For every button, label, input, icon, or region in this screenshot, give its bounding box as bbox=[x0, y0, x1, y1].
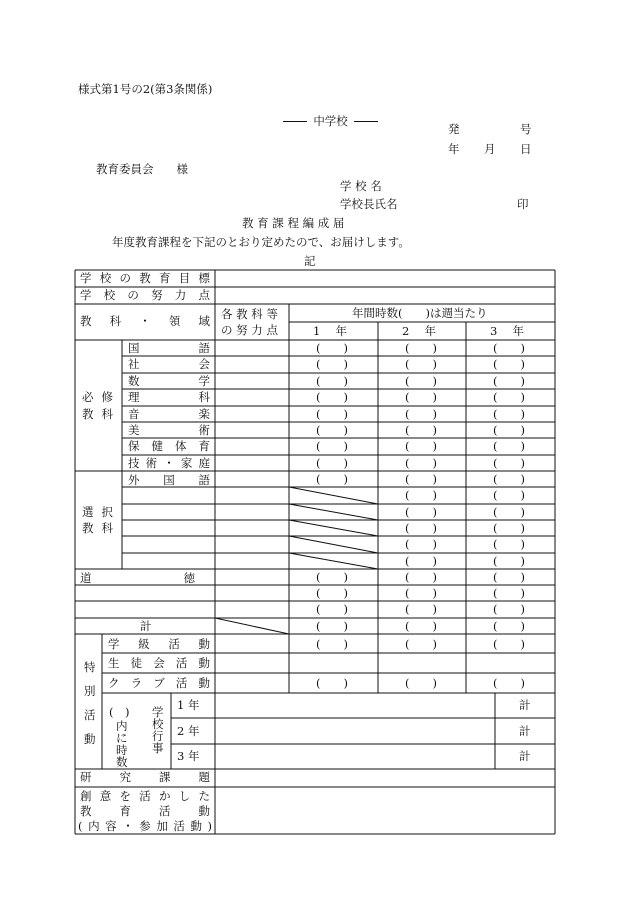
creative-1-char: 意 bbox=[99, 789, 112, 803]
required-subject-char: 音 bbox=[128, 407, 140, 421]
hours-paren-cell: ( ) bbox=[493, 676, 525, 690]
required-subject-char: 会 bbox=[198, 357, 210, 371]
required-subject-char: 庭 bbox=[198, 456, 210, 470]
creative-3-char: 内 bbox=[88, 819, 100, 833]
hours-paren-cell: ( ) bbox=[316, 619, 348, 633]
form-number: 様式第1号の2(第3条関係) bbox=[78, 82, 213, 96]
required-subject bbox=[128, 441, 210, 453]
required-subject-char: 美 bbox=[128, 423, 140, 437]
special-activity-char: 活 bbox=[175, 676, 188, 690]
elective-first-subject bbox=[128, 475, 210, 487]
total-label: 計 bbox=[140, 619, 152, 633]
hours-paren-cell: ( ) bbox=[405, 570, 437, 584]
required-subject bbox=[128, 376, 210, 388]
hours-paren-cell: ( ) bbox=[493, 423, 525, 437]
special-activity-char: 動 bbox=[198, 656, 210, 670]
required-subject-char: 社 bbox=[128, 357, 140, 371]
special-activity-char: 学 bbox=[108, 637, 120, 651]
hours-paren-cell: ( ) bbox=[405, 357, 437, 371]
subject-area-char: ・ bbox=[139, 314, 151, 328]
special-activity-item bbox=[108, 678, 210, 690]
required-subject-char: 保 bbox=[128, 439, 140, 453]
creative-3-char: 参 bbox=[139, 819, 151, 833]
uchi-char-2: に bbox=[116, 731, 128, 745]
required-subject bbox=[128, 458, 210, 470]
hours-paren-cell: ( ) bbox=[493, 505, 525, 519]
required-subject-char: 国 bbox=[128, 341, 140, 355]
special-activity-char: 動 bbox=[198, 676, 210, 690]
edu-goal-char: 育 bbox=[159, 271, 171, 285]
edu-goal-char: 教 bbox=[139, 271, 151, 285]
hours-paren-cell: ( ) bbox=[316, 439, 348, 453]
required-subject-char: 技 bbox=[128, 456, 140, 470]
effort-char: 力 bbox=[174, 288, 187, 302]
elective-label-1: 選択 bbox=[82, 505, 121, 519]
effort-char: 学 bbox=[80, 288, 92, 302]
foreign-language-char: 語 bbox=[198, 473, 210, 487]
hours-paren-cell: ( ) bbox=[493, 537, 525, 551]
hours-paren-cell: ( ) bbox=[405, 456, 437, 470]
hours-paren-cell: ( ) bbox=[493, 439, 525, 453]
required-subject-char: 健 bbox=[151, 439, 163, 453]
creative-3-char: ( bbox=[78, 819, 83, 833]
required-subject-char: 家 bbox=[180, 456, 193, 470]
addressee: 教育委員会 様 bbox=[96, 162, 188, 176]
hours-paren-cell: ( ) bbox=[405, 472, 437, 486]
form-title: 教 育 課 程 編 成 届 bbox=[242, 216, 345, 230]
special-activity-char: 徒 bbox=[130, 656, 143, 670]
special-label-1: 特 bbox=[84, 660, 96, 674]
grade-2-header: 2 年 bbox=[402, 324, 436, 338]
required-subject-char: 育 bbox=[198, 439, 210, 453]
creative-label-1 bbox=[80, 791, 210, 803]
creative-3-char: 動 bbox=[190, 819, 202, 833]
effort-char: 校 bbox=[103, 288, 116, 302]
special-label-4: 動 bbox=[84, 732, 96, 746]
required-subject-char: 体 bbox=[175, 439, 187, 453]
creative-3-char: 加 bbox=[156, 819, 168, 833]
hours-paren-cell: ( ) bbox=[405, 505, 437, 519]
special-activity-char: 級 bbox=[138, 637, 150, 651]
hours-paren-cell: ( ) bbox=[316, 472, 348, 486]
hours-paren-cell: ( ) bbox=[493, 602, 525, 616]
effort-char: 努 bbox=[151, 288, 163, 302]
hours-paren-cell: ( ) bbox=[493, 619, 525, 633]
creative-3-char: ・ bbox=[122, 819, 134, 833]
intro-text: 年度教育課程を下記のとおり定めたので、お届けします。 bbox=[112, 235, 410, 249]
creative-2-char: 動 bbox=[198, 804, 210, 818]
ki-label: 記 bbox=[304, 254, 316, 268]
creative-3-char: 容 bbox=[105, 819, 117, 833]
creative-1-char: か bbox=[159, 789, 171, 803]
hours-paren-cell: ( ) bbox=[405, 537, 437, 551]
hours-paren-cell: ( ) bbox=[405, 423, 437, 437]
hours-paren-cell: ( ) bbox=[316, 586, 348, 600]
annual-hours-label: 年間時数( )は週当たり bbox=[352, 306, 488, 320]
research-char: 課 bbox=[159, 770, 171, 784]
number-label: 号 bbox=[520, 122, 532, 136]
required-subject-char: 術 bbox=[145, 456, 158, 470]
hours-paren-cell: ( ) bbox=[493, 374, 525, 388]
hours-paren-cell: ( ) bbox=[493, 637, 525, 651]
required-subject bbox=[128, 343, 210, 355]
gyoji-char-1: 行 bbox=[152, 729, 164, 743]
required-subject-char: 楽 bbox=[198, 407, 210, 421]
creative-2-char: 育 bbox=[119, 804, 131, 818]
hours-paren-cell: ( ) bbox=[405, 554, 437, 568]
hours-paren-cell: ( ) bbox=[316, 407, 348, 421]
required-label-1: 必修 bbox=[82, 390, 121, 404]
hours-paren-cell: ( ) bbox=[405, 602, 437, 616]
edu-goal-char: 学 bbox=[80, 271, 92, 285]
event-grade-3: 3 年 bbox=[177, 749, 200, 763]
hours-paren-cell: ( ) bbox=[316, 341, 348, 355]
required-subject-char: 学 bbox=[198, 374, 210, 388]
hours-paren-cell: ( ) bbox=[493, 390, 525, 404]
hours-paren-cell: ( ) bbox=[405, 390, 437, 404]
subject-area-char: 域 bbox=[198, 314, 210, 328]
event-total-1: 計 bbox=[519, 698, 531, 712]
hours-paren-cell: ( ) bbox=[493, 488, 525, 502]
hours-paren-cell: ( ) bbox=[405, 374, 437, 388]
special-label-3: 活 bbox=[84, 708, 96, 722]
special-activity-item bbox=[108, 658, 210, 670]
research-label bbox=[80, 772, 210, 784]
creative-3-char: 活 bbox=[173, 819, 185, 833]
hours-paren-cell: ( ) bbox=[316, 390, 348, 404]
hours-paren-cell: ( ) bbox=[493, 357, 525, 371]
subject-effort-label-2: の 努 力 点 bbox=[221, 323, 278, 337]
moral-label: 道 徳 bbox=[80, 571, 195, 585]
hours-paren-cell: ( ) bbox=[405, 407, 437, 421]
uchi-paren: ( ) bbox=[109, 705, 130, 719]
research-char: 研 bbox=[80, 770, 92, 784]
gakko-char-1: 学 bbox=[152, 705, 164, 719]
hours-paren-cell: ( ) bbox=[316, 676, 348, 690]
creative-2-char: 教 bbox=[80, 804, 92, 818]
effort-char: 点 bbox=[198, 288, 210, 302]
hours-paren-cell: ( ) bbox=[493, 586, 525, 600]
hours-paren-cell: ( ) bbox=[405, 521, 437, 535]
grade-3-header: 3 年 bbox=[490, 324, 524, 338]
hours-paren-cell: ( ) bbox=[405, 676, 437, 690]
hours-paren-cell: ( ) bbox=[316, 357, 348, 371]
event-total-2: 計 bbox=[519, 724, 531, 738]
special-label-2: 別 bbox=[84, 684, 96, 698]
subject-area-label bbox=[80, 316, 210, 328]
issue-label: 発 bbox=[448, 122, 460, 136]
special-activity-char: 動 bbox=[198, 637, 210, 651]
event-grade-1: 1 年 bbox=[177, 698, 200, 712]
hours-paren-cell: ( ) bbox=[493, 472, 525, 486]
hours-paren-cell: ( ) bbox=[493, 341, 525, 355]
special-activity-item bbox=[108, 639, 210, 651]
required-label-2: 教科 bbox=[82, 407, 121, 421]
uchi-char-4: 数 bbox=[116, 755, 128, 769]
hours-paren-cell: ( ) bbox=[316, 423, 348, 437]
special-activity-char: 生 bbox=[108, 656, 120, 670]
special-activity-char: ク bbox=[108, 676, 120, 690]
creative-label-3 bbox=[78, 821, 212, 833]
creative-1-char: を bbox=[119, 789, 131, 803]
subject-area-char: 領 bbox=[168, 314, 181, 328]
grade-1-header: 1 年 bbox=[313, 324, 347, 338]
seal-label: 印 bbox=[517, 197, 529, 211]
edu-goal-char: 校 bbox=[99, 271, 112, 285]
hours-paren-cell: ( ) bbox=[493, 407, 525, 421]
edu-goal-label bbox=[80, 273, 210, 285]
event-grade-2: 2 年 bbox=[177, 724, 200, 738]
hours-paren-cell: ( ) bbox=[316, 570, 348, 584]
subject-area-char: 科 bbox=[109, 314, 122, 328]
required-subject-char: 数 bbox=[128, 374, 140, 388]
research-char: 題 bbox=[198, 770, 210, 784]
hours-paren-cell: ( ) bbox=[493, 570, 525, 584]
hours-paren-cell: ( ) bbox=[405, 341, 437, 355]
special-activity-char: ラ bbox=[130, 676, 143, 690]
hours-paren-cell: ( ) bbox=[405, 637, 437, 651]
special-activity-char: 活 bbox=[168, 637, 180, 651]
edu-goal-char: の bbox=[119, 271, 131, 285]
required-subject-char: 科 bbox=[198, 390, 210, 404]
creative-3-char: ) bbox=[207, 819, 212, 833]
date-year: 年 bbox=[448, 142, 460, 156]
creative-2-char: 活 bbox=[159, 804, 171, 818]
uchi-char-3: 時 bbox=[116, 743, 128, 757]
effort-label bbox=[80, 290, 210, 302]
hours-paren-cell: ( ) bbox=[405, 488, 437, 502]
hours-paren-cell: ( ) bbox=[316, 374, 348, 388]
creative-label-2 bbox=[80, 806, 210, 818]
creative-1-char: 創 bbox=[80, 789, 92, 803]
edu-goal-char: 標 bbox=[198, 271, 210, 285]
required-subject bbox=[128, 392, 210, 404]
required-subject bbox=[128, 425, 210, 437]
date-month: 月 bbox=[484, 142, 496, 156]
event-total-3: 計 bbox=[519, 749, 531, 763]
edu-goal-char: 目 bbox=[178, 271, 191, 285]
effort-char: の bbox=[127, 288, 139, 302]
subject-effort-label-1: 各 教 科 等 bbox=[221, 307, 278, 321]
required-subject-char: 理 bbox=[128, 390, 140, 404]
hours-paren-cell: ( ) bbox=[405, 439, 437, 453]
gyoji-char-2: 事 bbox=[152, 741, 164, 755]
date-day: 日 bbox=[520, 142, 532, 156]
hours-paren-cell: ( ) bbox=[493, 521, 525, 535]
creative-1-char: 活 bbox=[139, 789, 151, 803]
research-char: 究 bbox=[119, 770, 131, 784]
required-subject-char: ・ bbox=[163, 456, 175, 470]
special-activity-char: 会 bbox=[153, 656, 165, 670]
foreign-language-char: 外 bbox=[128, 473, 140, 487]
hours-paren-cell: ( ) bbox=[405, 586, 437, 600]
required-subject-char: 術 bbox=[198, 423, 210, 437]
school-name-label: 学 校 名 bbox=[340, 179, 382, 193]
school-type: 中学校 bbox=[313, 113, 348, 128]
creative-1-char: た bbox=[198, 789, 210, 803]
foreign-language-char: 国 bbox=[163, 473, 175, 487]
principal-label: 学校長氏名 bbox=[340, 197, 398, 211]
hours-paren-cell: ( ) bbox=[405, 619, 437, 633]
hours-paren-cell: ( ) bbox=[316, 637, 348, 651]
gakko-char-2: 校 bbox=[152, 717, 164, 731]
uchi-char-1: 内 bbox=[116, 719, 128, 733]
required-subject-char: 語 bbox=[198, 341, 210, 355]
special-activity-char: 活 bbox=[175, 656, 188, 670]
subject-area-char: 教 bbox=[80, 314, 92, 328]
required-subject bbox=[128, 359, 210, 371]
hours-paren-cell: ( ) bbox=[493, 554, 525, 568]
special-activity-char: ブ bbox=[153, 676, 165, 690]
creative-1-char: し bbox=[178, 789, 191, 803]
required-subject bbox=[128, 409, 210, 421]
hours-paren-cell: ( ) bbox=[316, 456, 348, 470]
hours-paren-cell: ( ) bbox=[493, 456, 525, 470]
elective-label-2: 教科 bbox=[82, 521, 121, 535]
hours-paren-cell: ( ) bbox=[316, 602, 348, 616]
